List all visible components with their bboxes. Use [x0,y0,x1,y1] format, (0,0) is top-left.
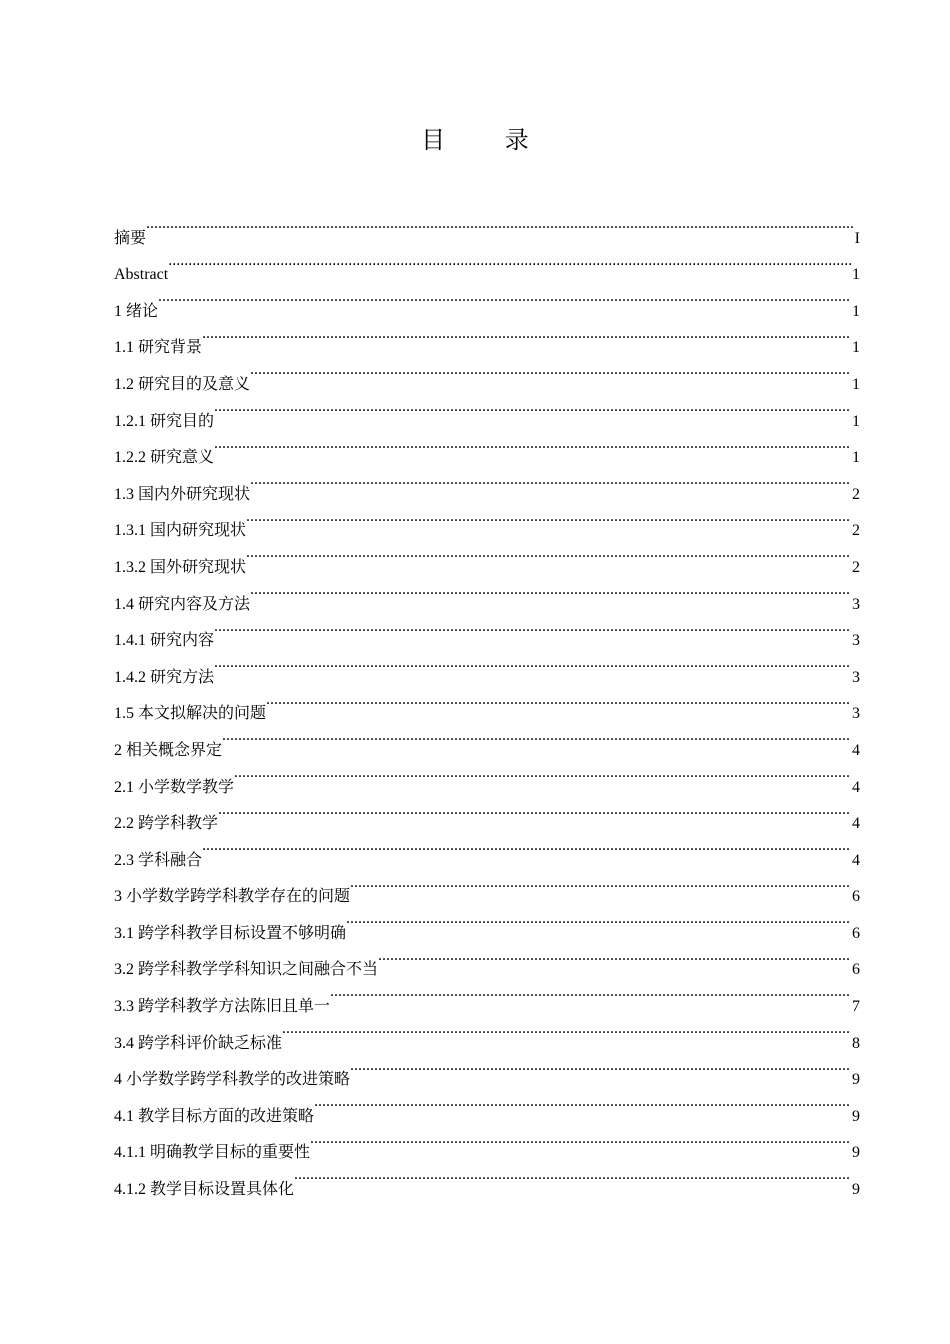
toc-entry-label: 3.3 跨学科教学方法陈旧且单一 [114,998,331,1016]
toc-entry-label: 摘要 [114,229,147,247]
toc-entry-label: 1.2.1 研究目的 [114,412,215,430]
toc-dot-leader [246,535,851,572]
toc-entry-page-number: 7 [851,989,860,1026]
toc-entry-label: 2.2 跨学科教学 [114,815,219,833]
toc-dot-leader [214,645,851,682]
toc-dot-leader [250,572,851,609]
toc-entry-label: 1.4.1 研究内容 [114,632,215,650]
toc-dot-leader [214,609,851,646]
toc-entry[interactable] [114,426,860,467]
toc-entry-page-number: 1 [851,367,860,404]
toc-dot-leader [246,499,851,536]
toc-entry-page-number: 3 [851,587,860,624]
toc-entry-page-number: I [854,221,860,258]
toc-entry-label: 3.4 跨学科评价缺乏标准 [114,1034,283,1052]
toc-entry-label: 2.3 学科融合 [114,851,203,869]
toc-entry-page-number: 3 [851,623,860,660]
toc-entry-label: 1.1 研究背景 [114,339,203,357]
toc-dot-leader [250,352,851,389]
toc-entry-page-number: 6 [851,879,860,916]
toc-dot-leader [330,974,851,1011]
toc-dot-leader [282,1011,851,1048]
toc-dot-leader [310,1121,851,1158]
toc-dot-leader [250,462,851,499]
toc-entry[interactable] [114,316,860,357]
toc-dot-leader [202,316,851,353]
toc-entry-label: 3 小学数学跨学科教学存在的问题 [114,888,351,906]
toc-entry-label: 1.4 研究内容及方法 [114,595,251,613]
toc-entry[interactable] [114,682,860,723]
toc-dot-leader [168,243,851,280]
toc-entry[interactable] [114,279,860,320]
toc-entry-label: 1.3.1 国内研究现状 [114,522,247,540]
toc-entry-page-number: 9 [851,1172,860,1209]
toc-entry[interactable] [114,828,860,869]
toc-entry[interactable] [114,352,860,393]
toc-dot-leader [266,682,851,719]
toc-dot-leader [202,828,851,865]
toc-entry-page-number: 8 [851,1026,860,1063]
toc-entry-page-number: 1 [851,404,860,441]
toc-dot-leader [158,279,851,316]
toc-entry-label: 1.3.2 国外研究现状 [114,558,247,576]
toc-entry-page-number: 2 [851,513,860,550]
toc-entry-label: Abstract [114,266,169,284]
toc-dot-leader [234,755,851,792]
toc-entry-page-number: 3 [851,660,860,697]
toc-entry-label: 1.3 国内外研究现状 [114,485,251,503]
toc-entry-page-number: 4 [851,806,860,843]
toc-entry-label: 2 相关概念界定 [114,741,223,759]
toc-entry-label: 1 绪论 [114,302,159,320]
toc-entry[interactable] [114,792,860,833]
toc-list [114,206,860,1199]
toc-dot-leader [314,1084,851,1121]
toc-entry-label: 1.5 本文拟解决的问题 [114,705,267,723]
toc-entry-page-number: 3 [851,696,860,733]
toc-entry-page-number: 6 [851,916,860,953]
toc-entry[interactable] [114,645,860,686]
toc-entry-page-number: 4 [851,770,860,807]
toc-entry-page-number: 9 [851,1099,860,1136]
toc-entry[interactable] [114,206,860,247]
toc-entry-label: 4.1.1 明确教学目标的重要性 [114,1144,311,1162]
toc-entry-page-number: 4 [851,843,860,880]
toc-entry-page-number: 1 [851,257,860,294]
toc-entry[interactable] [114,755,860,796]
toc-dot-leader [350,1048,851,1085]
toc-entry-label: 2.1 小学数学教学 [114,778,235,796]
toc-entry[interactable] [114,243,860,284]
toc-entry-page-number: 6 [851,952,860,989]
toc-dot-leader [350,865,851,902]
toc-entry[interactable] [114,389,860,430]
toc-entry-page-number: 1 [851,440,860,477]
toc-dot-leader [346,901,851,938]
toc-entry-label: 1.2.2 研究意义 [114,449,215,467]
toc-title: 目 录 [421,126,555,154]
toc-dot-leader [146,206,854,243]
toc-dot-leader [214,389,851,426]
toc-entry-label: 3.2 跨学科教学学科知识之间融合不当 [114,961,379,979]
toc-entry-page-number: 9 [851,1062,860,1099]
toc-entry-label: 3.1 跨学科教学目标设置不够明确 [114,924,347,942]
toc-entry-page-number: 2 [851,477,860,514]
toc-entry[interactable] [114,718,860,759]
toc-entry-label: 4.1 教学目标方面的改进策略 [114,1107,315,1125]
toc-entry-label: 4.1.2 教学目标设置具体化 [114,1181,295,1199]
toc-entry-label: 1.2 研究目的及意义 [114,375,251,393]
toc-entry[interactable] [114,865,860,906]
toc-entry-page-number: 4 [851,733,860,770]
toc-entry-page-number: 9 [851,1135,860,1172]
toc-dot-leader [378,938,851,975]
toc-dot-leader [214,426,851,463]
toc-dot-leader [222,718,851,755]
toc-entry[interactable] [114,462,860,503]
toc-entry[interactable] [114,609,860,650]
toc-dot-leader [218,792,851,829]
toc-entry-page-number: 1 [851,294,860,331]
toc-entry-page-number: 1 [851,330,860,367]
toc-dot-leader [294,1157,851,1194]
toc-entry-page-number: 2 [851,550,860,587]
toc-entry-label: 4 小学数学跨学科教学的改进策略 [114,1071,351,1089]
toc-entry-label: 1.4.2 研究方法 [114,668,215,686]
